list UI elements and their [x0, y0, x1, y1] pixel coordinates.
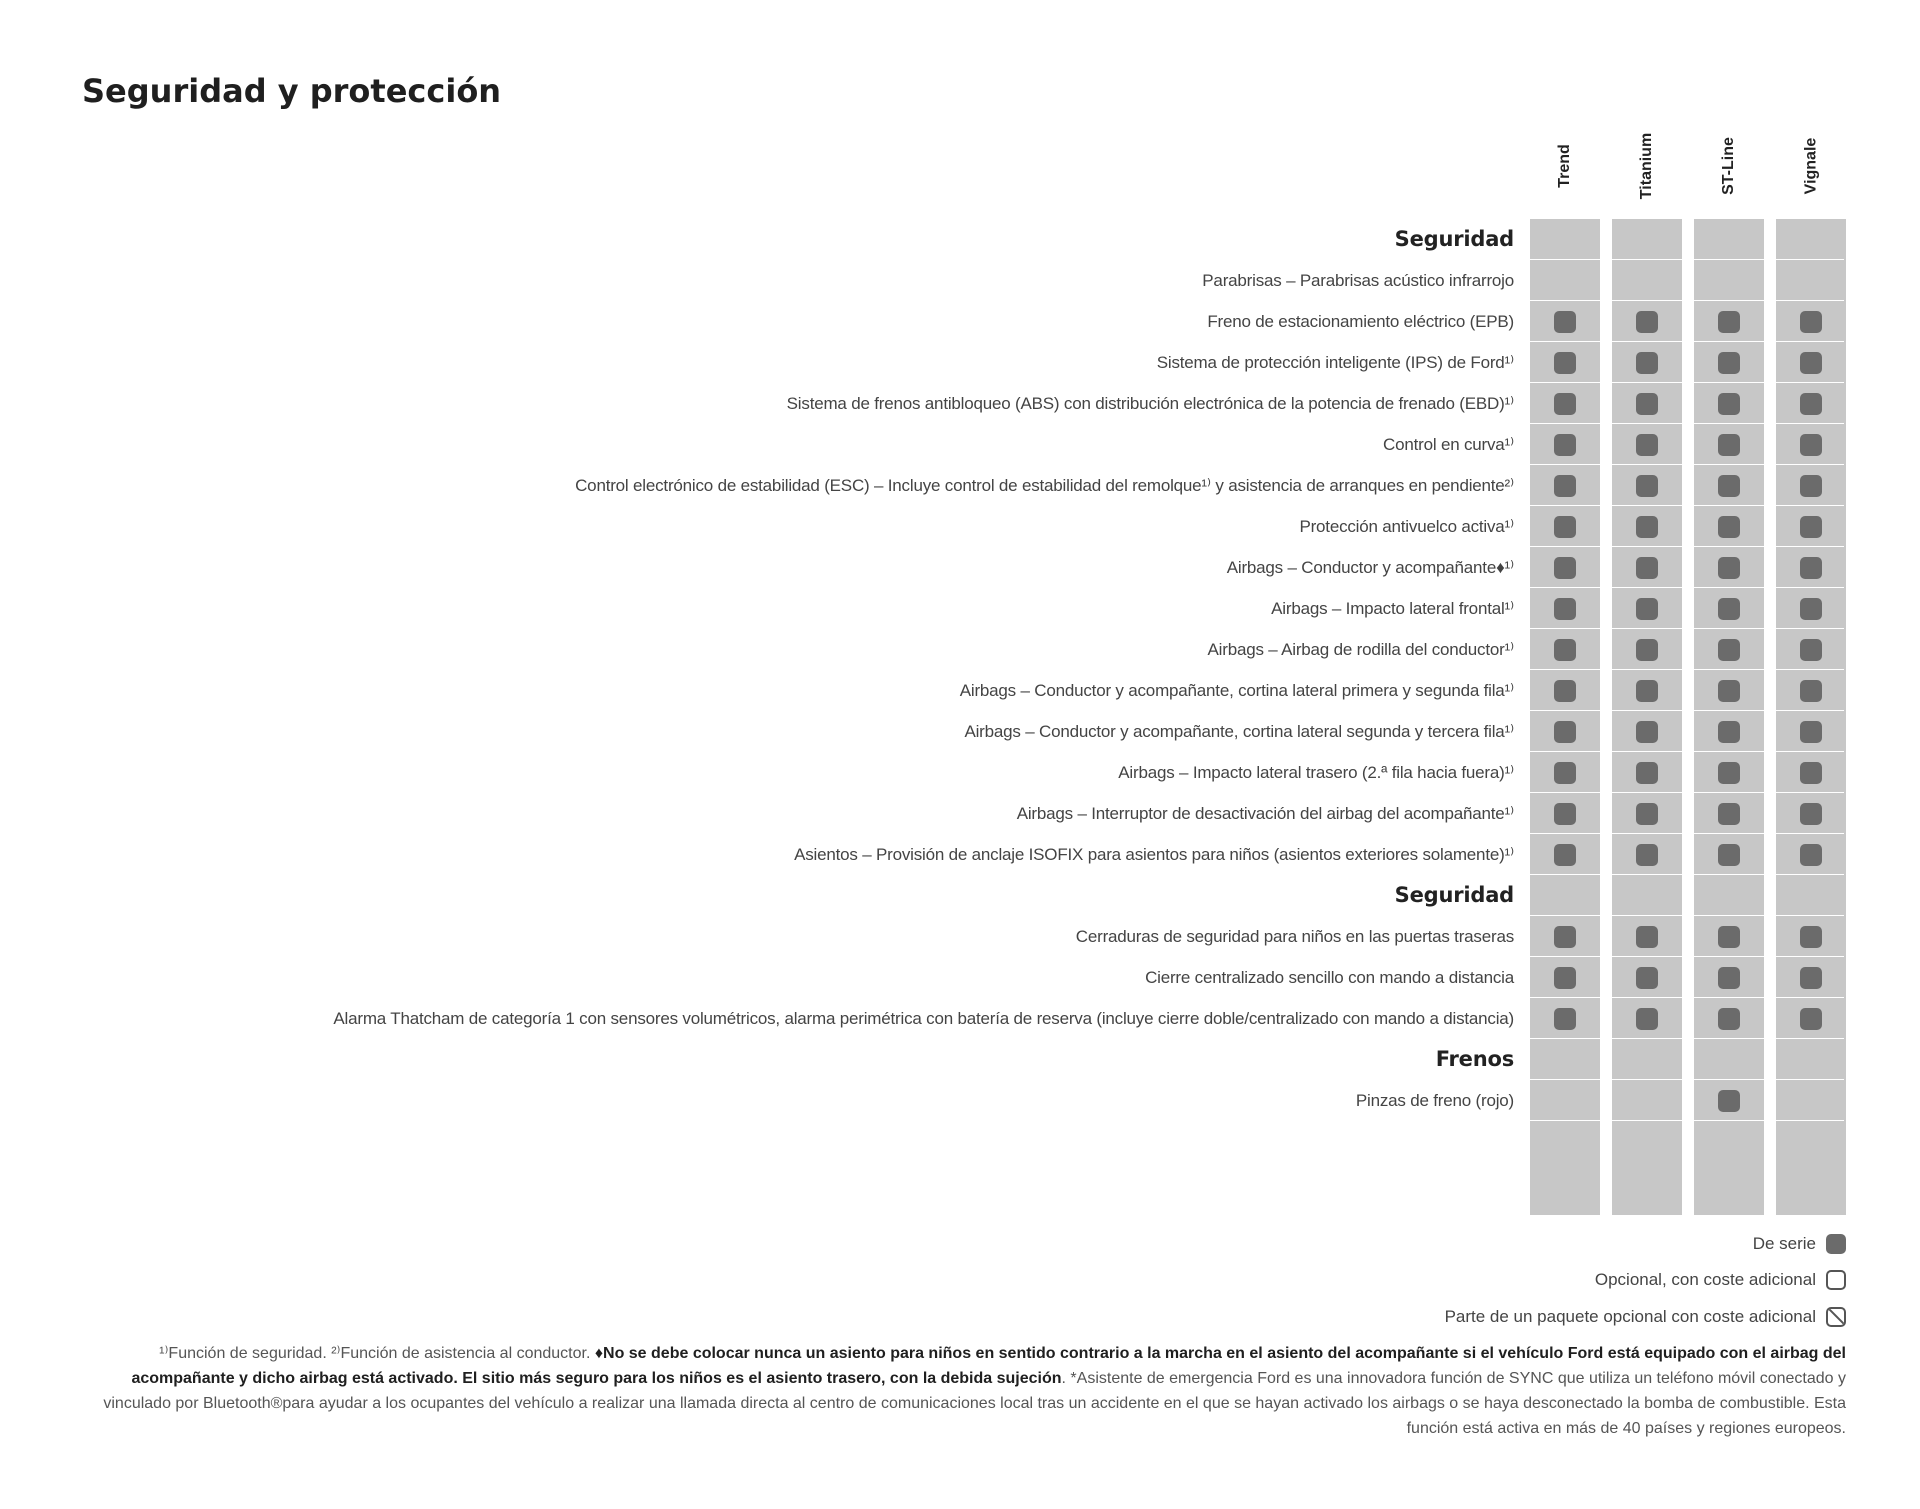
section-heading: Frenos [1435, 1047, 1514, 1071]
feature-label: Airbags – Conductor y acompañante, cortina lateral primera y segunda fila¹⁾ [959, 681, 1514, 700]
standard-marker-titanium [1636, 516, 1658, 538]
footnote-part1: ¹⁾Función de seguridad. ²⁾Función de asistencia al conductor. [159, 1345, 595, 1362]
feature-label: Pinzas de freno (rojo) [1355, 1091, 1514, 1110]
standard-marker-titanium [1636, 762, 1658, 784]
standard-marker-vignale [1800, 311, 1822, 333]
feature-label: Airbags – Interruptor de desactivación del airbag del acompañante¹⁾ [1016, 804, 1514, 823]
feature-label: Control electrónico de estabilidad (ESC) – Incluye control de estabilidad del remolque¹⁾ y asistencia de arranques en pendiente²⁾ [575, 476, 1514, 495]
feature-label: Sistema de protección inteligente (IPS) de Ford¹⁾ [1156, 353, 1514, 372]
standard-marker-st-line [1718, 1090, 1740, 1112]
standard-marker-st-line [1718, 1008, 1740, 1030]
standard-marker-vignale [1800, 680, 1822, 702]
standard-marker-titanium [1636, 926, 1658, 948]
section-row [0, 1039, 1920, 1080]
table-row [0, 1080, 1920, 1121]
feature-label: Alarma Thatcham de categoría 1 con sensores volumétricos, alarma perimétrica con batería de reserva (incluye cierre doble/centralizado con mando a distancia) [333, 1009, 1514, 1028]
table-row [0, 998, 1920, 1039]
feature-label: Airbags – Impacto lateral frontal¹⁾ [1271, 599, 1514, 618]
column-header-st-line: ST-Line [1720, 137, 1737, 195]
table-row [0, 383, 1920, 424]
standard-marker-vignale [1800, 639, 1822, 661]
standard-marker-vignale [1800, 803, 1822, 825]
standard-marker-trend [1554, 475, 1576, 497]
standard-marker-titanium [1636, 680, 1658, 702]
footnote [82, 1341, 1846, 1441]
legend-package-label: Parte de un paquete opcional con coste adicional [1444, 1307, 1816, 1326]
section-heading: Seguridad [1394, 227, 1514, 251]
standard-marker-titanium [1636, 967, 1658, 989]
standard-marker-trend [1554, 393, 1576, 415]
standard-marker-trend [1554, 967, 1576, 989]
standard-marker-titanium [1636, 598, 1658, 620]
standard-marker-trend [1554, 803, 1576, 825]
feature-label: Asientos – Provisión de anclaje ISOFIX para asientos para niños (asientos exteriores solamente)¹⁾ [794, 845, 1514, 864]
standard-marker-st-line [1718, 803, 1740, 825]
feature-label: Airbags – Airbag de rodilla del conductor¹⁾ [1207, 640, 1514, 659]
standard-marker-titanium [1636, 844, 1658, 866]
table-row [0, 834, 1920, 875]
feature-label: Airbags – Conductor y acompañante♦¹⁾ [1226, 558, 1514, 577]
feature-label: Parabrisas – Parabrisas acústico infrarrojo [1202, 271, 1514, 290]
feature-label: Airbags – Conductor y acompañante, cortina lateral segunda y tercera fila¹⁾ [964, 722, 1514, 741]
standard-marker-st-line [1718, 352, 1740, 374]
standard-marker-st-line [1718, 516, 1740, 538]
table-row [0, 506, 1920, 547]
standard-marker-st-line [1718, 844, 1740, 866]
standard-marker-trend [1554, 721, 1576, 743]
standard-marker-vignale [1800, 598, 1822, 620]
page-title: Seguridad y protección [82, 72, 502, 110]
table-row [0, 629, 1920, 670]
legend-standard-label: De serie [1752, 1234, 1816, 1253]
standard-marker-st-line [1718, 393, 1740, 415]
feature-label: Cierre centralizado sencillo con mando a distancia [1145, 968, 1514, 987]
column-header-trend: Trend [1556, 144, 1573, 188]
standard-marker-trend [1554, 557, 1576, 579]
feature-label: Cerraduras de seguridad para niños en las puertas traseras [1075, 927, 1514, 946]
standard-marker-vignale [1800, 926, 1822, 948]
standard-marker-st-line [1718, 475, 1740, 497]
standard-marker-trend [1554, 1008, 1576, 1030]
standard-marker-trend [1554, 762, 1576, 784]
standard-marker-st-line [1718, 762, 1740, 784]
legend-optional-label: Opcional, con coste adicional [1594, 1270, 1816, 1289]
table-row [0, 260, 1920, 301]
row-divider [1530, 1120, 1844, 1121]
legend-standard [1753, 1230, 1846, 1258]
table-row [0, 424, 1920, 465]
column-header-titanium: Titanium [1638, 132, 1655, 200]
standard-marker-st-line [1718, 598, 1740, 620]
standard-marker-titanium [1636, 721, 1658, 743]
standard-marker-trend [1554, 680, 1576, 702]
table-row [0, 670, 1920, 711]
section-row [0, 875, 1920, 916]
standard-marker-vignale [1800, 393, 1822, 415]
standard-marker-vignale [1800, 352, 1822, 374]
feature-label: Freno de estacionamiento eléctrico (EPB) [1207, 312, 1514, 331]
standard-marker-vignale [1800, 516, 1822, 538]
standard-marker-st-line [1718, 926, 1740, 948]
feature-label: Protección antivuelco activa¹⁾ [1299, 517, 1514, 536]
table-row [0, 711, 1920, 752]
feature-label: Airbags – Impacto lateral trasero (2.ª fila hacia fuera)¹⁾ [1118, 763, 1514, 782]
standard-marker-vignale [1800, 475, 1822, 497]
table-row [0, 957, 1920, 998]
slashed-square-icon [1826, 1307, 1846, 1327]
standard-marker-trend [1554, 598, 1576, 620]
standard-marker-vignale [1800, 1008, 1822, 1030]
standard-marker-titanium [1636, 475, 1658, 497]
standard-marker-st-line [1718, 639, 1740, 661]
standard-marker-vignale [1800, 844, 1822, 866]
section-row [0, 219, 1920, 260]
standard-marker-st-line [1718, 434, 1740, 456]
standard-marker-titanium [1636, 639, 1658, 661]
standard-marker-st-line [1718, 557, 1740, 579]
feature-label: Sistema de frenos antibloqueo (ABS) con distribución electrónica de la potencia de frenado (EBD)¹⁾ [786, 394, 1514, 413]
feature-label: Control en curva¹⁾ [1383, 435, 1514, 454]
footnote-warning: ♦No se debe colocar nunca un asiento para niños en sentido contrario a la marcha en el asiento del acompañante si el vehículo Ford está equipado con el airbag del acompañante y dicho airbag está activado. El sitio más seguro para los niños es el asiento trasero, con la debida sujeción [131, 1345, 1846, 1387]
table-row [0, 793, 1920, 834]
standard-marker-trend [1554, 926, 1576, 948]
outline-square-icon [1826, 1270, 1846, 1290]
standard-marker-titanium [1636, 311, 1658, 333]
table-row [0, 301, 1920, 342]
footnote-part2: . *Asistente de emergencia Ford es una innovadora función de SYNC que utiliza un teléfono móvil conectado y vinculado por Bluetooth®para ayudar a los ocupantes del vehículo a realizar una llamada directa al centro de comunicaciones local tras un accidente en el que se hayan activado los airbags o se haya desconectado la bomba de combustible. Esta función está activa en más de 40 países y regiones europeos. [103, 1370, 1846, 1437]
standard-marker-st-line [1718, 680, 1740, 702]
table-row [0, 547, 1920, 588]
table-row [0, 465, 1920, 506]
table-row [0, 342, 1920, 383]
standard-marker-vignale [1800, 721, 1822, 743]
standard-marker-trend [1554, 516, 1576, 538]
standard-marker-trend [1554, 311, 1576, 333]
filled-square-icon [1826, 1234, 1846, 1254]
standard-marker-vignale [1800, 557, 1822, 579]
standard-marker-trend [1554, 352, 1576, 374]
standard-marker-titanium [1636, 352, 1658, 374]
table-row [0, 752, 1920, 793]
standard-marker-titanium [1636, 434, 1658, 456]
standard-marker-titanium [1636, 803, 1658, 825]
standard-marker-trend [1554, 639, 1576, 661]
standard-marker-st-line [1718, 721, 1740, 743]
section-heading: Seguridad [1394, 883, 1514, 907]
table-row [0, 588, 1920, 629]
standard-marker-titanium [1636, 393, 1658, 415]
standard-marker-trend [1554, 434, 1576, 456]
standard-marker-titanium [1636, 557, 1658, 579]
column-header-vignale: Vignale [1802, 137, 1819, 195]
standard-marker-titanium [1636, 1008, 1658, 1030]
standard-marker-vignale [1800, 967, 1822, 989]
standard-marker-vignale [1800, 762, 1822, 784]
standard-marker-st-line [1718, 311, 1740, 333]
legend-optional [1595, 1266, 1846, 1294]
legend-package [1445, 1303, 1846, 1331]
standard-marker-st-line [1718, 967, 1740, 989]
standard-marker-trend [1554, 844, 1576, 866]
standard-marker-vignale [1800, 434, 1822, 456]
table-row [0, 916, 1920, 957]
